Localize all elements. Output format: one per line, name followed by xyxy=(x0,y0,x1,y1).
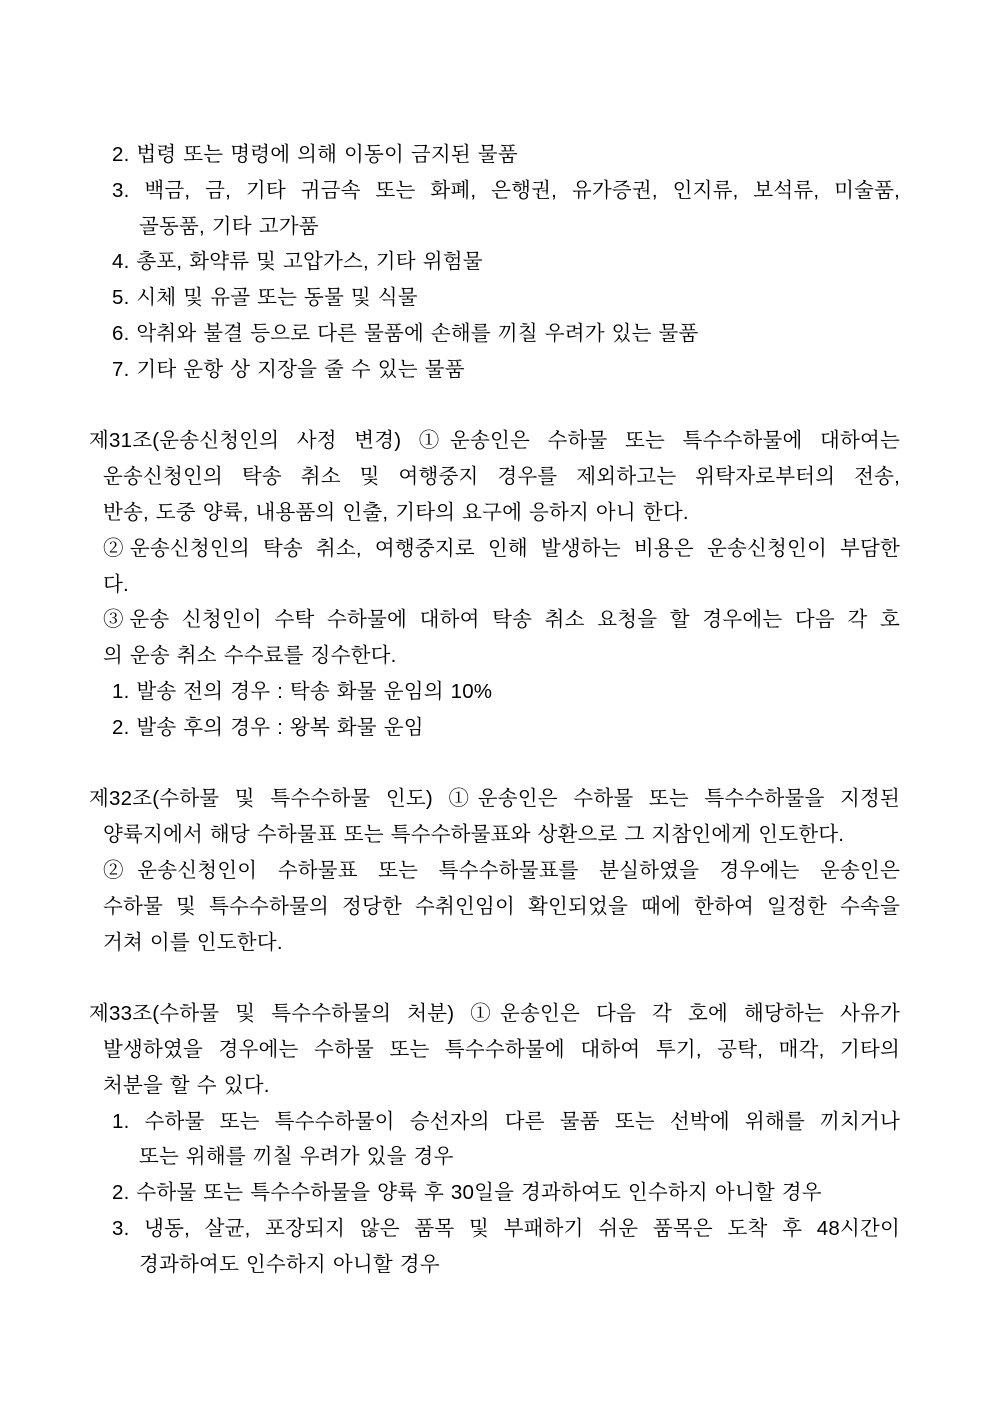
text-line: 발생하였을 경우에는 수하물 또는 특수수하물에 대하여 투기, 공탁, 매각, 기타의 xyxy=(103,1037,900,1061)
text-line: ③운송 신청인이 수탁 수하물에 대하여 탁송 취소 요청을 할 경우에는 다음 각 호 xyxy=(103,608,900,632)
text-line: ②운송신청인의 탁송 취소, 여행중지로 인해 발생하는 비용은 운송신청인이 부담한 xyxy=(103,536,900,560)
text-line: 거쳐 이를 인도한다. xyxy=(103,930,283,954)
text-line: 수하물 및 특수수하물의 정당한 수취인임이 확인되었을 때에 한하여 일정한 수속을 xyxy=(103,894,900,918)
text-line: 골동품, 기타 고가품 xyxy=(139,214,319,238)
blank-line xyxy=(89,388,900,424)
text-line: 5. 시체 및 유골 또는 동물 및 식물 xyxy=(112,286,418,310)
text-line: 1. 수하물 또는 특수수하물이 승선자의 다른 물품 또는 선박에 위해를 끼치거나 xyxy=(112,1109,900,1133)
text-line: 3. 백금, 금, 기타 귀금속 또는 화폐, 은행권, 유가증권, 인지류, 보석류, 미술품, xyxy=(112,178,900,202)
text-line: 제31조(운송신청인의 사정 변경) ①운송인은 수하물 또는 특수수하물에 대하여는 xyxy=(89,429,900,453)
text-line: 2. 수하물 또는 특수수하물을 양륙 후 30일을 경과하여도 인수하지 아니할 경우 xyxy=(112,1181,822,1205)
text-line: 의 운송 취소 수수료를 징수한다. xyxy=(103,644,397,668)
text-line: 반송, 도중 양륙, 내용품의 인출, 기타의 요구에 응하지 아니 한다. xyxy=(103,500,689,524)
text-line: 1. 발송 전의 경우 : 탁송 화물 운임의 10% xyxy=(112,679,493,703)
text-line: 처분을 할 수 있다. xyxy=(103,1073,270,1097)
text-line: 2. 법령 또는 명령에 의해 이동이 금지된 물품 xyxy=(112,143,518,166)
text-line: 다. xyxy=(103,572,129,596)
document-body xyxy=(89,137,900,1283)
text-line: 경과하여도 인수하지 아니할 경우 xyxy=(139,1252,440,1276)
text-line: 운송신청인의 탁송 취소 및 여행중지 경우를 제외하고는 위탁자로부터의 전송, xyxy=(103,465,900,489)
text-line: 양륙지에서 해당 수하물표 또는 특수수하물표와 상환으로 그 지참인에게 인도한다. xyxy=(103,823,845,847)
text-line: 7. 기타 운항 상 지장을 줄 수 있는 물품 xyxy=(112,357,465,381)
text-line: 제32조(수하물 및 특수수하물 인도) ①운송인은 수하물 또는 특수수하물을 지정된 xyxy=(89,787,900,811)
blank-line xyxy=(89,746,900,782)
text-line: ②운송신청인이 수하물표 또는 특수수하물표를 분실하였을 경우에는 운송인은 xyxy=(103,858,900,882)
blank-line xyxy=(89,960,900,996)
text-line: 4. 총포, 화약류 및 고압가스, 기타 위험물 xyxy=(112,250,483,274)
text-line: 또는 위해를 끼칠 우려가 있을 경우 xyxy=(139,1145,454,1169)
text-line: 6. 악취와 불결 등으로 다른 물품에 손해를 끼칠 우려가 있는 물품 xyxy=(112,321,699,345)
text-line: 2. 발송 후의 경우 : 왕복 화물 운임 xyxy=(112,715,424,739)
text-line: 3. 냉동, 살균, 포장되지 않은 품목 및 부패하기 쉬운 품목은 도착 후 48시간이 xyxy=(112,1216,900,1240)
text-line: 제33조(수하물 및 특수수하물의 처분) ①운송인은 다음 각 호에 해당하는 사유가 xyxy=(89,1002,900,1026)
